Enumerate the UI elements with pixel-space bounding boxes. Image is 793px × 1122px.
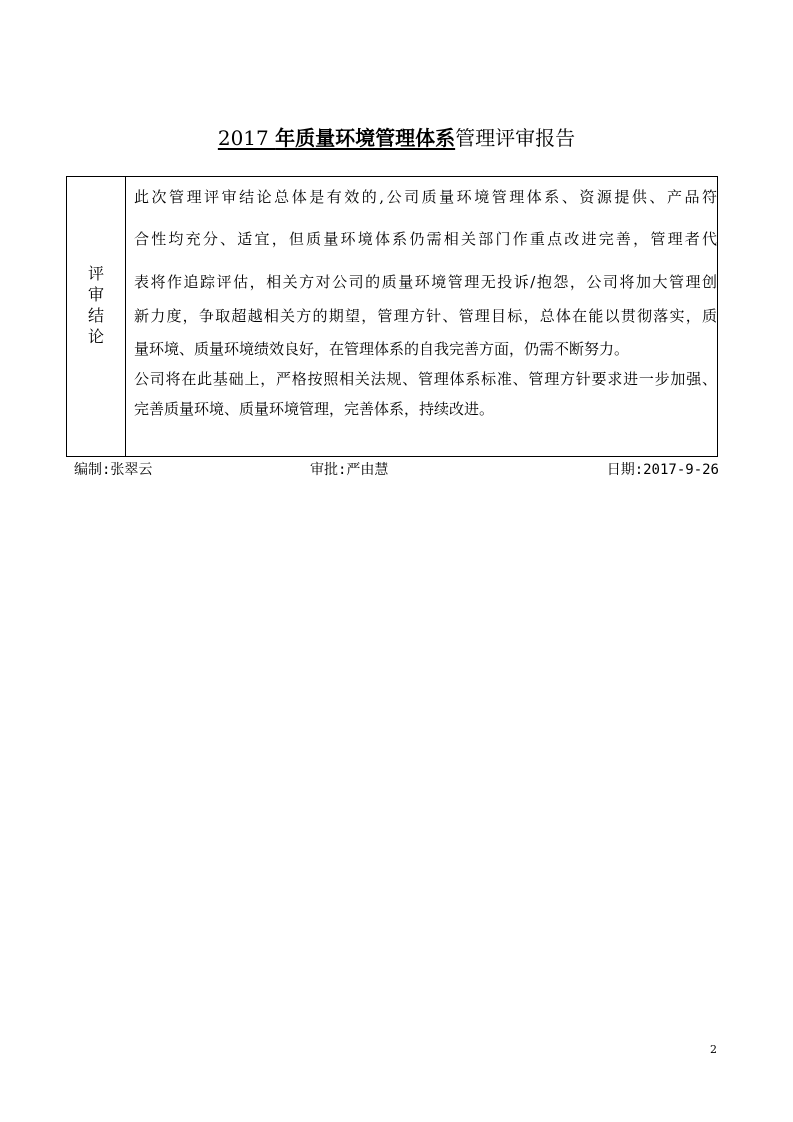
text-line: 完善质量环境、质量环境管理，完善体系，持续改进。 xyxy=(134,400,495,418)
text-line: 新力度，争取超越相关方的期望，管理方针、管理目标，总体在能以贯彻落实，质 xyxy=(134,307,717,325)
label-char: 结 xyxy=(87,306,104,325)
text-line: 表将作追踪评估，相关方对公司的质量环境管理无投诉/抱怨，公司将加大管理创 xyxy=(134,273,717,291)
text-line: 此次管理评审结论总体是有效的,公司质量环境管理体系、资源提供、产品符 xyxy=(134,188,717,206)
text-line: 公司将在此基础上，严格按照相关法规、管理体系标准、管理方针要求进一步加强、 xyxy=(134,370,717,388)
text-line: 合性均充分、适宜，但质量环境体系仍需相关部门作重点改进完善，管理者代 xyxy=(134,230,717,248)
label-char: 审 xyxy=(87,285,104,304)
label-char: 评 xyxy=(87,264,104,283)
editor: 编制:张翠云 xyxy=(74,462,153,478)
text-line: 量环境、质量环境绩效良好，在管理体系的自我完善方面，仍需不断努力。 xyxy=(134,340,630,358)
label-char: 论 xyxy=(87,327,104,346)
page-title xyxy=(0,122,793,151)
title-underlined xyxy=(218,126,455,150)
page-number: 2 xyxy=(710,1043,717,1056)
title-bold: 年质量环境管理体系 xyxy=(275,126,456,150)
review-conclusion-table xyxy=(66,176,718,457)
approver: 审批:严由慧 xyxy=(310,462,389,478)
column-divider xyxy=(125,177,126,456)
date: 日期:2017-9-26 xyxy=(606,462,719,478)
title-year: 2017 xyxy=(217,126,276,150)
title-rest: 管理评审报告 xyxy=(455,126,576,150)
section-label xyxy=(67,263,125,347)
